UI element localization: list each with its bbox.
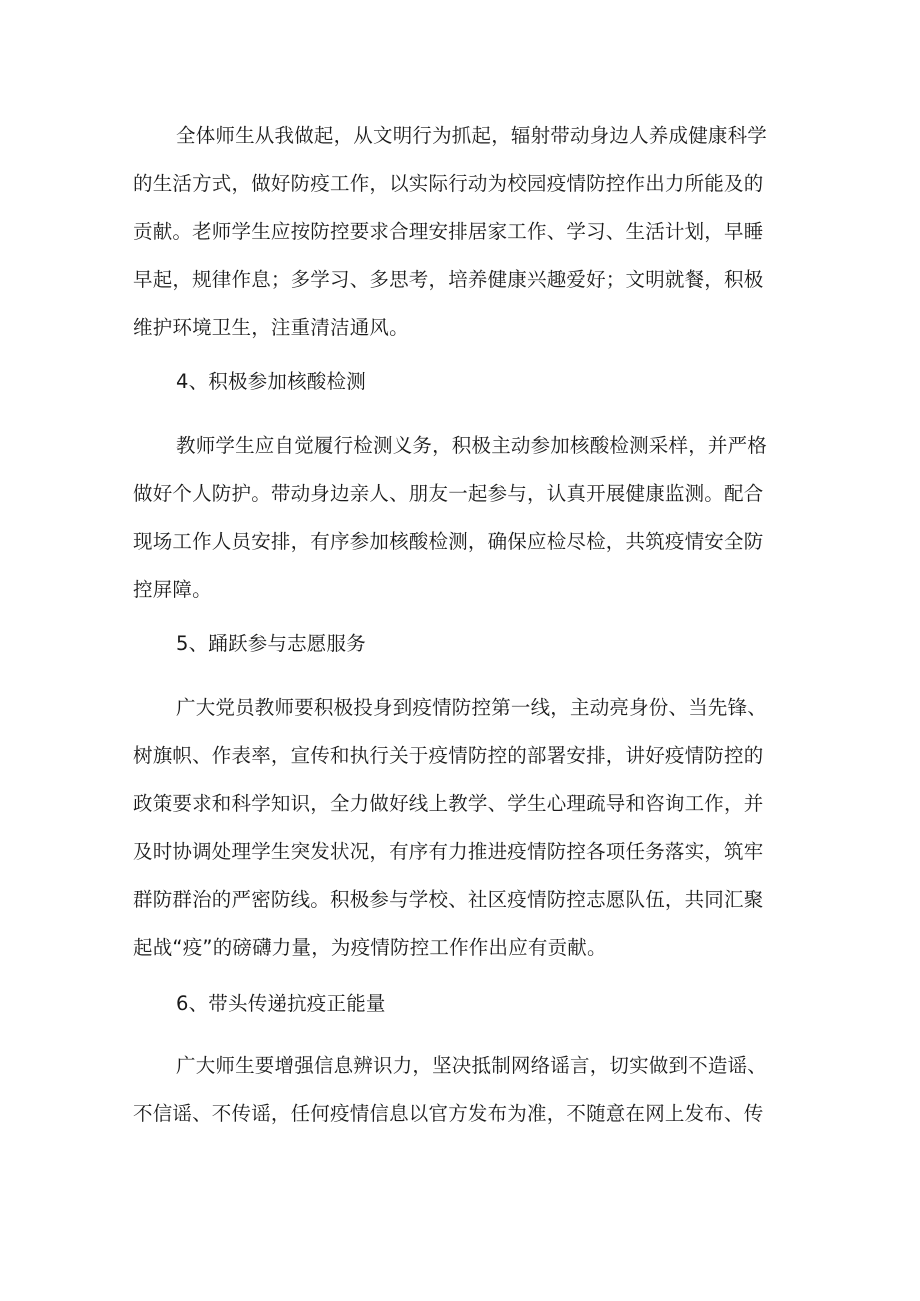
paragraph-3-line-5: 群防群治的严密防线。积极参与学校、社区疫情防控志愿队伍，共同汇聚 [133, 888, 764, 911]
paragraph-1-line-5: 维护环境卫生，注重清洁通风。 [133, 316, 409, 339]
paragraph-2-line-3: 现场工作人员安排，有序参加核酸检测，确保应检尽检，共筑疫情安全防 [133, 530, 764, 553]
paragraph-1-line-4: 早起，规律作息；多学习、多思考，培养健康兴趣爱好；文明就餐，积极 [133, 268, 764, 291]
paragraph-3-line-2: 树旗帜、作表率，宣传和执行关于疫情防控的部署安排，讲好疫情防控的 [133, 744, 764, 767]
paragraph-2-line-2: 做好个人防护。带动身边亲人、朋友一起参与，认真开展健康监测。配合 [133, 482, 764, 505]
paragraph-3-line-6: 起战“疫”的磅礴力量，为疫情防控工作作出应有贡献。 [133, 936, 607, 959]
paragraph-3-line-1: 广大党员教师要积极投身到疫情防控第一线，主动亮身份、当先锋、 [176, 696, 768, 719]
paragraph-1-line-3: 贡献。老师学生应按防控要求合理安排居家工作、学习、生活计划，早睡 [133, 220, 764, 243]
paragraph-2-line-1: 教师学生应自觉履行检测义务，积极主动参加核酸检测采样，并严格 [176, 434, 768, 457]
section-heading-4: 4、积极参加核酸检测 [176, 370, 366, 393]
paragraph-4-line-1: 广大师生要增强信息辨识力，坚决抵制网络谣言，切实做到不造谣、 [176, 1054, 768, 1077]
paragraph-1-line-1: 全体师生从我做起，从文明行为抓起，辐射带动身边人养成健康科学 [176, 124, 768, 147]
section-heading-5: 5、踊跃参与志愿服务 [176, 632, 366, 655]
paragraph-3-line-3: 政策要求和科学知识，全力做好线上教学、学生心理疏导和咨询工作，并 [133, 792, 764, 815]
paragraph-3-line-4: 及时协调处理学生突发状况，有序有力推进疫情防控各项任务落实，筑牢 [133, 840, 764, 863]
paragraph-4-line-2: 不信谣、不传谣，任何疫情信息以官方发布为准，不随意在网上发布、传 [133, 1102, 764, 1125]
paragraph-2-line-4: 控屏障。 [133, 578, 212, 601]
paragraph-1-line-2: 的生活方式，做好防疫工作，以实际行动为校园疫情防控作出力所能及的 [133, 172, 764, 195]
section-heading-6: 6、带头传递抗疫正能量 [176, 992, 386, 1015]
